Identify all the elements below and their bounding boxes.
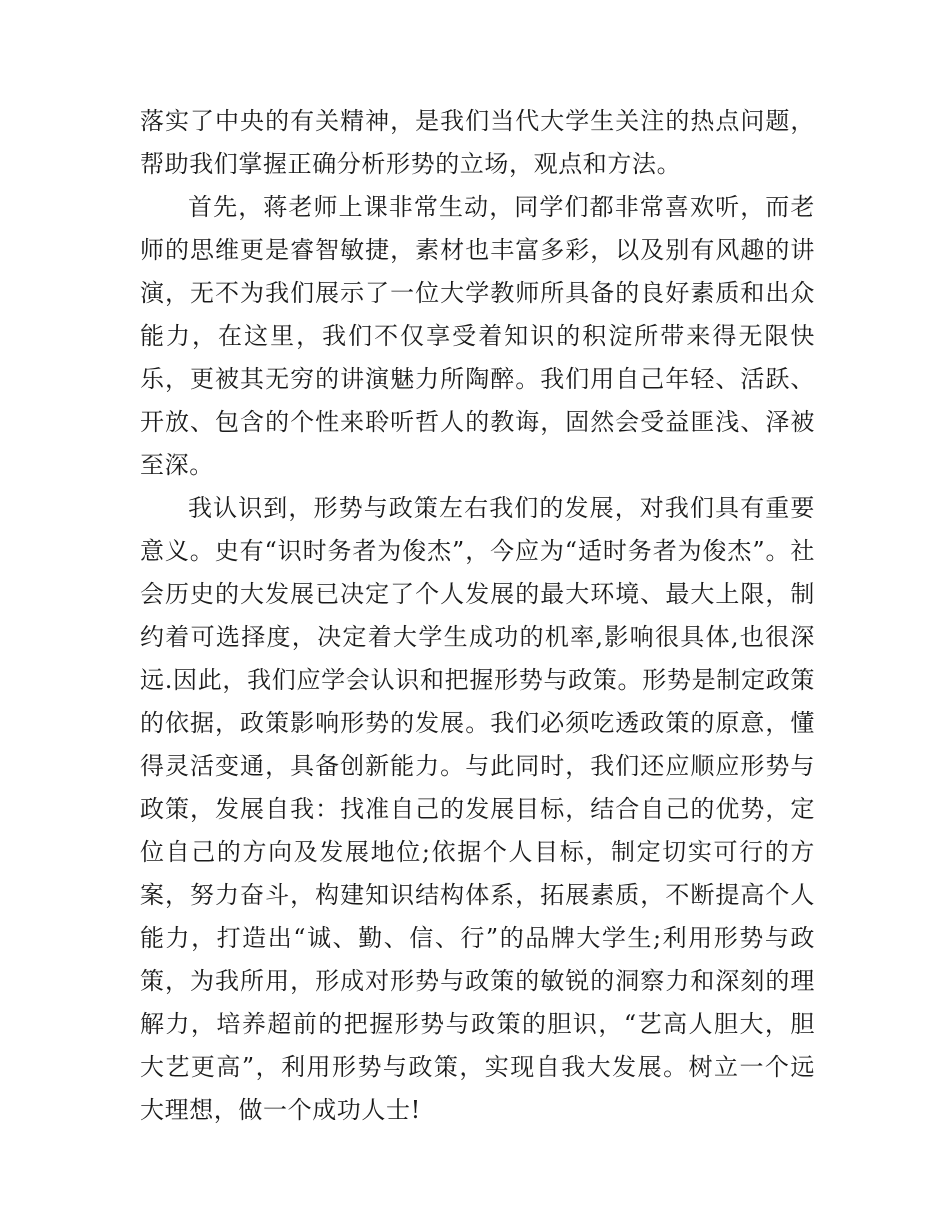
paragraph-continuation: 落实了中央的有关精神，是我们当代大学生关注的热点问题，帮助我们掌握正确分析形势的立场，观点和方法。 [140, 107, 815, 178]
paragraph-situation-policy: 我认识到，形势与政策左右我们的发展，对我们具有重要意义。史有“识时务者为俊杰”，今应为“适时务者为俊杰”。社会历史的大发展已决定了个人发展的最大环境、最大上限，制约着可选择度，决定着大学生成功的机率,影响很具体,也很深远.因此，我们应学会认识和把握形势与政策。形势是制定政策的依据，政策影响形势的发展。我们必须吃透政策的原意，懂得灵活变通，具备创新能力。与此同时，我们还应顺应形势与政策，发展自我：找准自己的发展目标，结合自己的优势，定位自己的方向及发展地位;依据个人目标，制定切实可行的方案，努力奋斗，构建知识结构体系，拓展素质，不断提高个人能力，打造出“诚、勤、信、行”的品牌大学生;利用形势与政策，为我所用，形成对形势与政策的敏锐的洞察力和深刻的理解力，培养超前的把握形势与政策的胆识，“艺高人胆大，胆大艺更高”，利用形势与政策，实现自我大发展。树立一个远大理想，做一个成功人士! [140, 494, 815, 1124]
paragraph-teacher-praise: 首先，蒋老师上课非常生动，同学们都非常喜欢听，而老师的思维更是睿智敏捷，素材也丰富多彩，以及别有风趣的讲演，无不为我们展示了一位大学教师所具备的良好素质和出众能力，在这里，我们不仅享受着知识的积淀所带来得无限快乐，更被其无穷的讲演魅力所陶醉。我们用自己年轻、活跃、开放、包含的个性来聆听哲人的教诲，固然会受益匪浅、泽被至深。 [140, 193, 815, 479]
body-text [140, 100, 815, 1132]
